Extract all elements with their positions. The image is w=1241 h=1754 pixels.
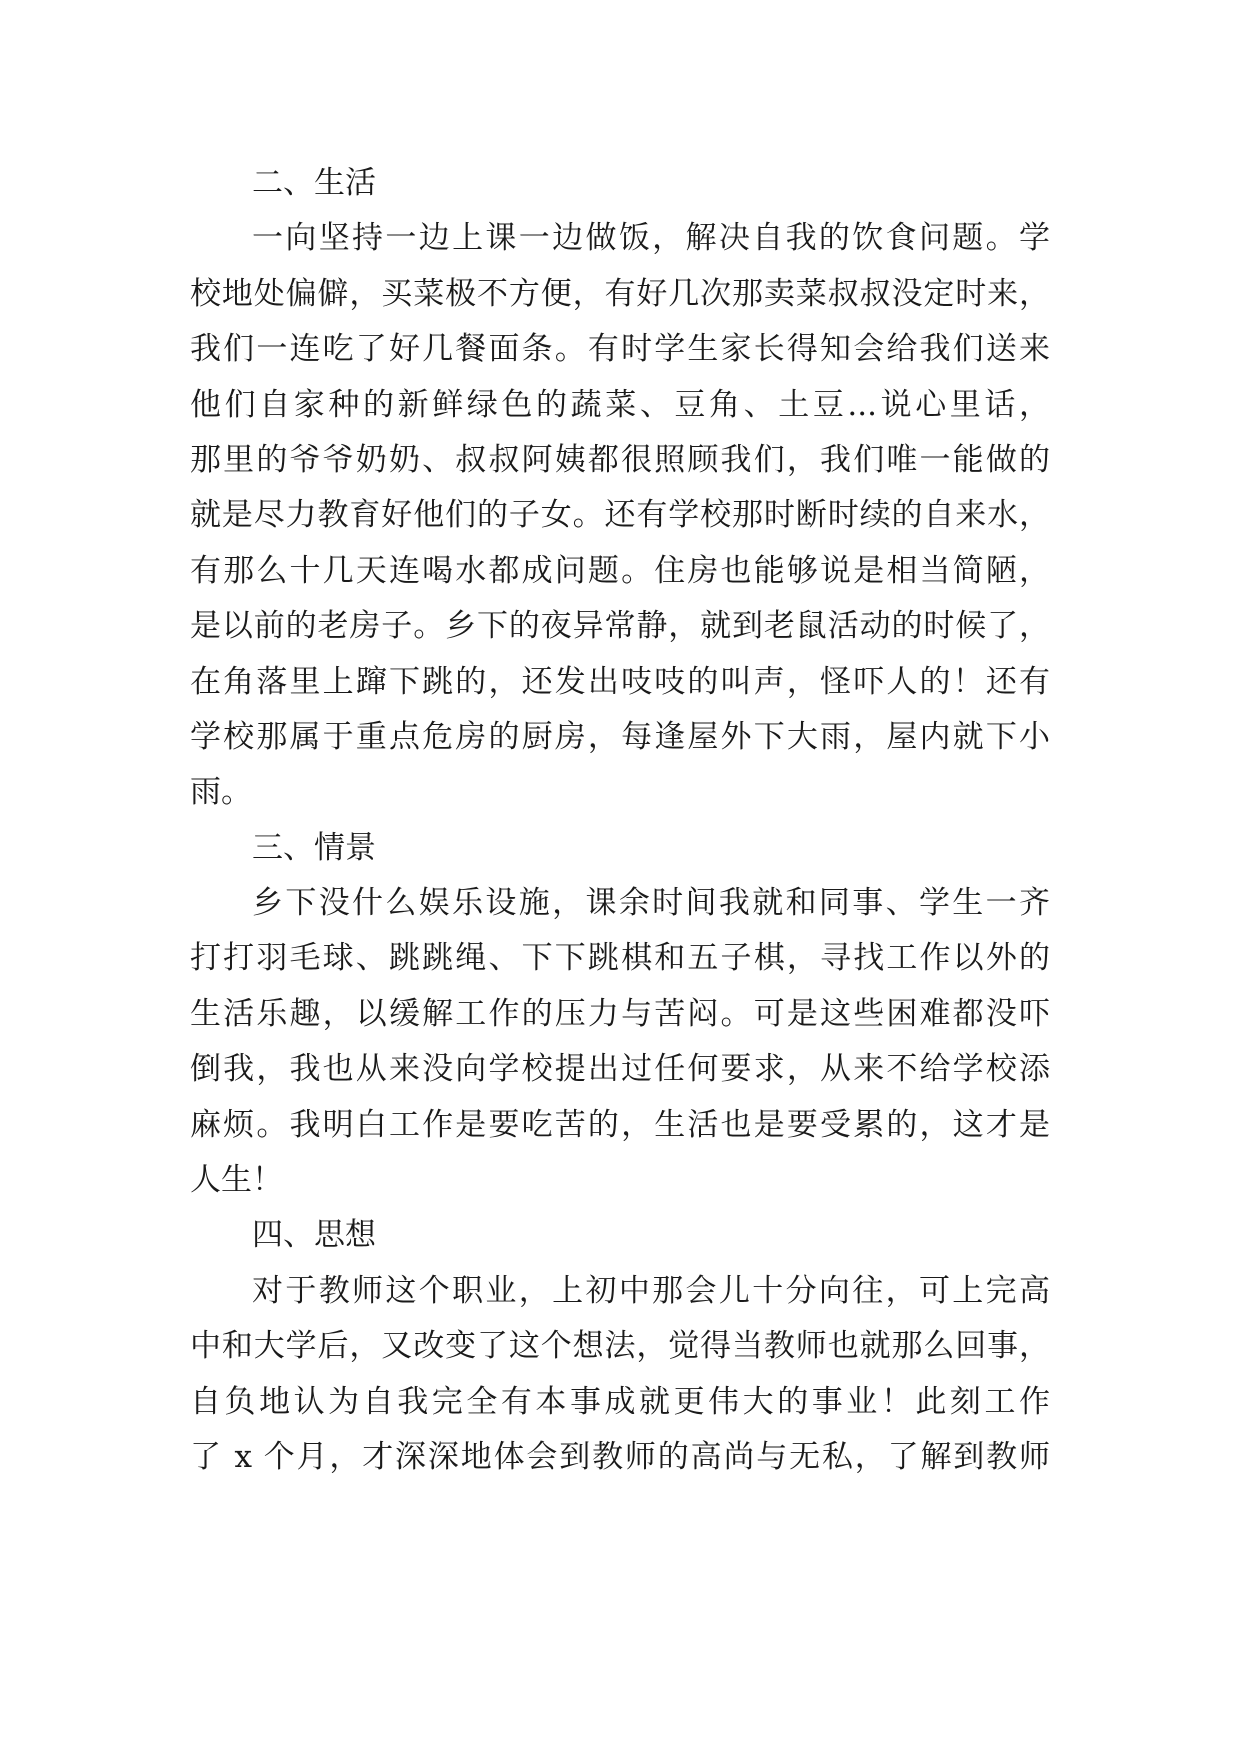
text-line: 是以前的老房子。乡下的夜异常静，就到老鼠活动的时候了， [190, 608, 1050, 645]
text-line: 中和大学后，又改变了这个想法，觉得当教师也就那么回事， [190, 1328, 1050, 1365]
text-line: 有那么十几天连喝水都成问题。住房也能够说是相当简陋， [190, 552, 1050, 589]
document-body [190, 156, 1050, 1485]
text-line: 雨。 [190, 774, 252, 811]
text-line: 人生！ [190, 1162, 283, 1199]
section-heading-scene: 三、情景 [252, 829, 376, 866]
text-line: 打打羽毛球、跳跳绳、下下跳棋和五子棋，寻找工作以外的 [190, 940, 1050, 977]
text-line: 自负地认为自我完全有本事成就更伟大的事业！此刻工作 [190, 1383, 1050, 1420]
section-heading-life: 二、生活 [252, 165, 376, 201]
text-line: 校地处偏僻，买菜极不方便，有好几次那卖菜叔叔没定时来， [190, 275, 1050, 312]
text-line: 我们一连吃了好几餐面条。有时学生家长得知会给我们送来 [190, 331, 1050, 368]
text-line: 一向坚持一边上课一边做饭，解决自我的饮食问题。学 [252, 220, 1050, 257]
text-line: 就是尽力教育好他们的子女。还有学校那时断时续的自来水， [190, 497, 1050, 534]
text-line: 那里的爷爷奶奶、叔叔阿姨都很照顾我们，我们唯一能做的 [190, 441, 1050, 478]
text-line: 在角落里上蹿下跳的，还发出吱吱的叫声，怪吓人的！还有 [190, 663, 1050, 700]
text-line: 了 x 个月，才深深地体会到教师的高尚与无私，了解到教师 [190, 1438, 1050, 1475]
text-line: 生活乐趣，以缓解工作的压力与苦闷。可是这些困难都没吓 [190, 995, 1050, 1032]
text-line: 乡下没什么娱乐设施，课余时间我就和同事、学生一齐 [252, 885, 1050, 922]
text-line: 学校那属于重点危房的厨房，每逢屋外下大雨，屋内就下小 [190, 718, 1050, 755]
text-line: 他们自家种的新鲜绿色的蔬菜、豆角、土豆...说心里话， [190, 386, 1050, 423]
text-line: 倒我，我也从来没向学校提出过任何要求，从来不给学校添 [190, 1051, 1050, 1088]
text-line: 麻烦。我明白工作是要吃苦的，生活也是要受累的，这才是 [190, 1106, 1050, 1143]
section-heading-thought: 四、思想 [252, 1217, 376, 1254]
text-line: 对于教师这个职业，上初中那会儿十分向往，可上完高 [252, 1272, 1050, 1309]
